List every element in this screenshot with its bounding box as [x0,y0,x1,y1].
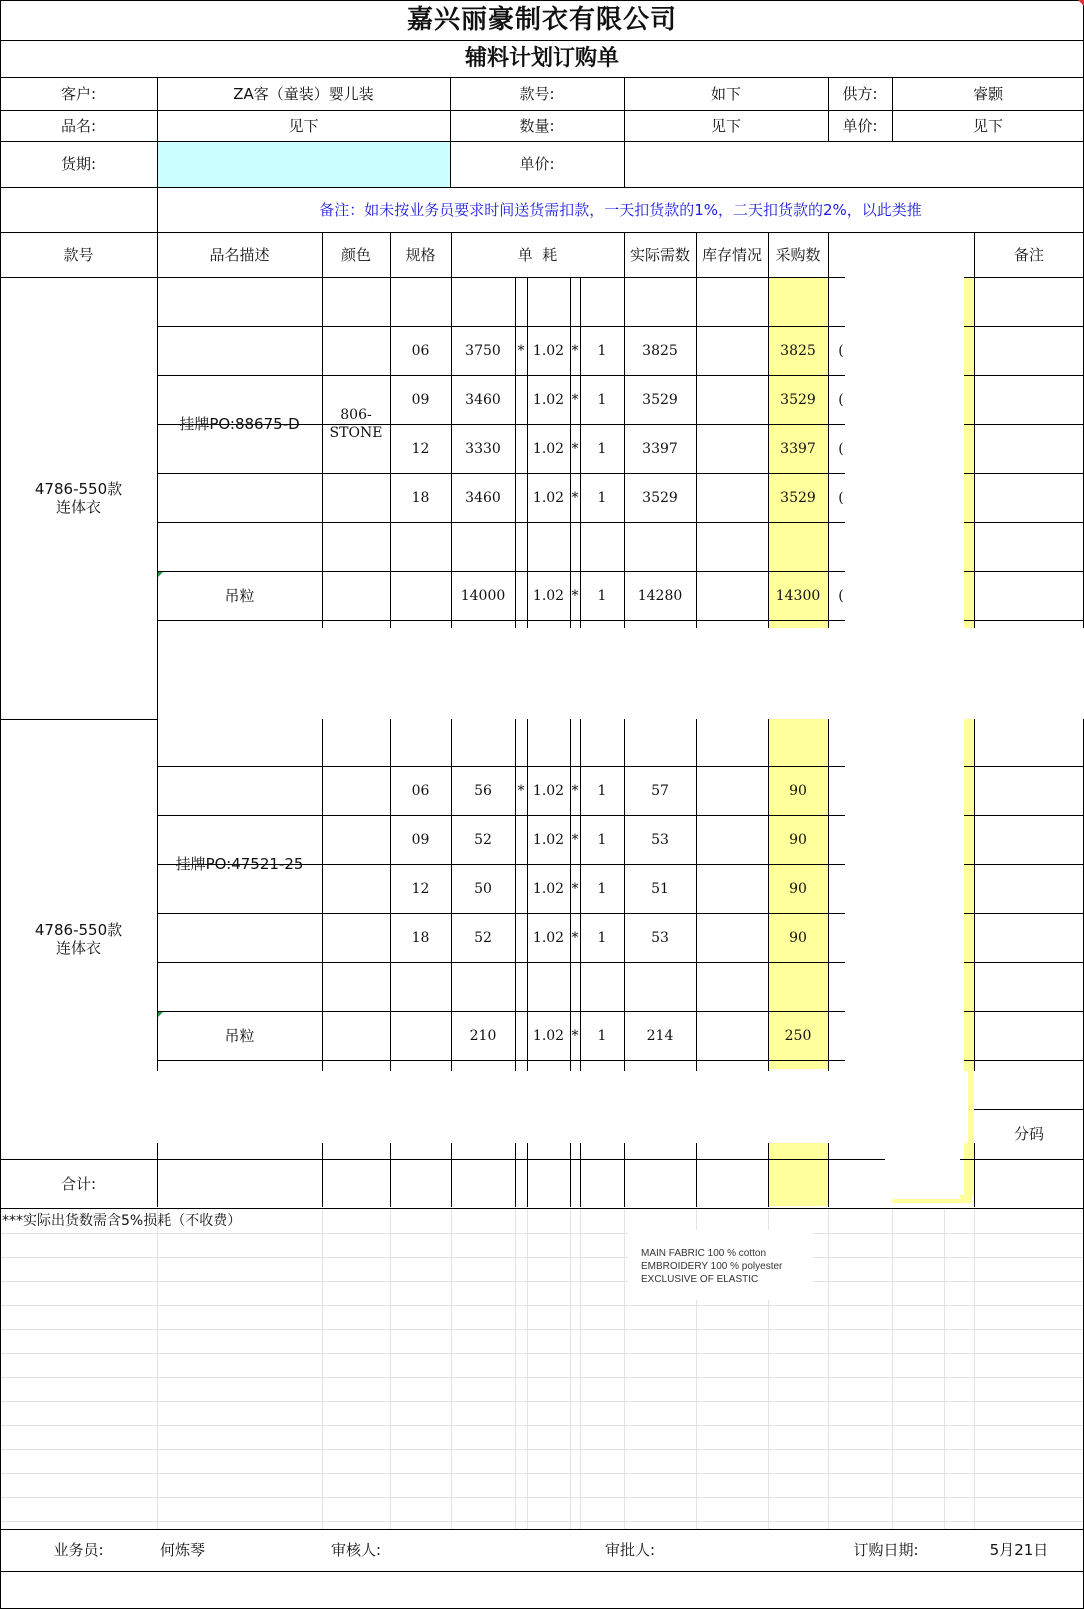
grid-line [0,1521,1084,1522]
group2-pin-need: 214 [646,1027,674,1044]
col-header-note: 备注 [1013,245,1044,264]
delivery-label: 货期: [60,155,97,173]
group2-pin-qty: 210 [469,1027,497,1044]
row-purchase-cell[interactable]: 90 [789,929,807,946]
row-factor-cell: 1.02 [532,391,565,408]
row-qty-cell: 56 [474,782,492,799]
customer-label: 客户: [60,84,97,103]
v-line [390,1143,391,1207]
row-qty-cell: 52 [474,929,492,946]
grid-line [0,1353,1084,1354]
grid-line [527,1208,528,1529]
row-star2-cell: * [571,489,579,506]
clerk-label: 业务员: [53,1541,104,1559]
row-trail-cell: ( [838,391,844,408]
grid-line [0,1401,1084,1402]
row-purchase-cell[interactable]: 3529 [780,489,816,506]
row-star1-cell: * [517,782,525,799]
quantity-label: 数量: [519,116,555,135]
row-qty-cell: 3330 [465,440,501,457]
supplier-label: 供方: [842,84,878,103]
grid-line [0,1497,1084,1498]
row-trail-cell [836,815,846,864]
h-line [0,1571,1084,1572]
v-line [515,1143,516,1207]
row-factor-cell: 1.02 [532,782,565,799]
row-purchase-cell[interactable]: 3397 [780,440,816,457]
grid-line [0,1233,1084,1234]
document-title: 辅料计划订购单 [464,45,619,71]
group1-style-no: 4786-550款 连体衣 [34,480,123,516]
row-qty-cell: 3750 [465,342,501,359]
row-need-cell: 3529 [642,489,678,506]
v-line [828,232,829,277]
row-star2-cell: * [571,880,579,897]
row-star1-cell [515,375,527,424]
row-need-cell: 53 [651,929,669,946]
v-line [768,1143,769,1207]
group2-pin-item: 吊粒 [224,1026,255,1045]
row-factor-cell: 1.02 [532,489,565,506]
v-line [580,1143,581,1207]
grid-line [0,1425,1084,1426]
v-line [451,1143,452,1207]
row-qty-cell: 52 [474,831,492,848]
style-label: 款号: [519,84,555,103]
grid-line [974,1208,975,1529]
row-qty-cell: 3460 [465,391,501,408]
remark-text: 备注：如未按业务员要求时间送货需扣款，一天扣货款的1%，二天扣货款的2%，以此类推 [319,200,922,219]
mask-lower-right-2 [885,1109,960,1199]
row-star1-cell [515,815,527,864]
row-mult-cell: 1 [597,489,607,506]
v-line [696,719,697,1071]
row-mult-cell: 1 [597,929,607,946]
row-mult-cell: 1 [597,342,607,359]
grid-line [624,1208,625,1529]
col-header-style: 款号 [63,245,94,264]
v-line [570,1143,571,1207]
v-line [157,1143,158,1207]
v-line [974,719,975,1071]
v-line [696,277,697,629]
row-purchase-cell[interactable]: 90 [789,782,807,799]
grid-line [580,1208,581,1529]
row-size-cell: 09 [411,391,430,408]
row-trail-cell: ( [838,489,844,506]
grid-line [157,1208,158,1529]
loss-footnote: ***实际出货数需含5%损耗（不收费） [2,1213,242,1229]
group1-pin-item: 吊粒 [224,586,255,605]
group1-pin-factor: 1.02 [532,587,565,604]
mask-lower-right [845,719,964,1109]
grid-line [515,1208,516,1529]
group2-pin-factor: 1.02 [532,1027,565,1044]
row-purchase-cell[interactable]: 3529 [780,391,816,408]
row-size-cell: 12 [411,440,430,457]
row-mult-cell: 1 [597,391,607,408]
grid-line [390,1208,391,1529]
mask-middle [158,628,1084,719]
col-header-color: 颜色 [340,245,371,264]
grid-line [828,1208,829,1529]
row-purchase-cell[interactable]: 3825 [780,342,816,359]
delivery-value[interactable] [157,141,450,187]
grid-line [0,1377,1084,1378]
row-factor-cell: 1.02 [532,831,565,848]
group1-color: 806- STONE [329,407,383,441]
row-mult-cell: 1 [597,831,607,848]
row-star2-cell: * [571,440,579,457]
v-line [696,1143,697,1207]
row-need-cell: 3397 [642,440,678,457]
row-star1-cell [515,424,527,473]
product-label: 品名: [60,116,97,135]
row-star2-cell: * [571,831,579,848]
order-date-label: 订购日期: [853,1541,919,1559]
row-need-cell: 3529 [642,391,678,408]
row-factor-cell: 1.02 [532,880,565,897]
row-qty-cell: 3460 [465,489,501,506]
quantity-value: 见下 [710,116,741,135]
row-size-cell: 06 [411,782,430,799]
group1-pin-trail: ( [838,587,844,604]
grid-line [944,1208,945,1529]
unit-price-value: 见下 [972,116,1003,135]
group2-pin-star: * [571,1027,579,1044]
grid-line [322,1208,323,1529]
yellow-strip-right [964,277,974,1197]
v-line [322,1143,323,1207]
v-line [828,277,829,629]
row-star1-cell: * [517,342,525,359]
row-star1-cell [515,913,527,962]
grid-line [892,1208,893,1529]
grid-line [570,1208,571,1529]
grid-line [0,1305,1084,1306]
col-header-size: 规格 [405,245,436,264]
clerk-value: 何炼琴 [160,1541,206,1559]
v-line [974,277,975,629]
row-size-cell: 06 [411,342,430,359]
group2-item: 挂牌PO:47521-25 [175,855,304,873]
row-trail-cell: ( [838,440,844,457]
unit-price-label: 单价: [842,116,878,135]
style-value: 如下 [710,84,741,103]
group1-pin-star: * [571,587,579,604]
grid-line [0,1329,1084,1330]
row-mult-cell: 1 [597,880,607,897]
row-star2-cell: * [571,782,579,799]
group1-pin-qty: 14000 [460,587,506,604]
row-size-cell: 18 [411,489,430,506]
grid-line [451,1208,452,1529]
v-line [527,1143,528,1207]
row-purchase-cell[interactable]: 90 [789,831,807,848]
row-factor-cell: 1.02 [532,342,565,359]
row-need-cell: 53 [651,831,669,848]
row-need-cell: 57 [651,782,669,799]
row-star1-cell [515,864,527,913]
row-mult-cell: 1 [597,440,607,457]
group2-pin-mult: 1 [597,1027,607,1044]
row-purchase-cell[interactable]: 90 [789,880,807,897]
total-label: 合计: [60,1174,97,1193]
row-factor-cell: 1.02 [532,929,565,946]
grid-line [0,1473,1084,1474]
row-star2-cell: * [571,342,579,359]
row-star2-cell: * [571,391,579,408]
group1-pin-mult: 1 [597,587,607,604]
col-header-stock: 库存情况 [701,245,762,264]
col-header-desc: 品名描述 [209,245,270,264]
col-header-consumption: 单 耗 [517,245,558,264]
row-size-cell: 09 [411,831,430,848]
grid-line [0,1449,1084,1450]
col-header-purchase: 采购数 [775,245,821,264]
mask-right-top [845,234,964,634]
group1-item: 挂牌PO:88675-D [179,415,300,433]
v-line [828,1143,829,1207]
fabric-composition: MAIN FABRIC 100 % cotton EMBROIDERY 100 % polyester EXCLUSIVE OF ELASTIC [641,1248,783,1285]
approver-label: 审批人: [604,1541,656,1559]
row-size-cell: 18 [411,929,430,946]
grid-line [0,1257,1084,1258]
size-split-label: 分码 [1013,1125,1044,1143]
group1-pin-need: 14280 [637,587,683,604]
group2-pin-purchase[interactable]: 250 [784,1027,812,1044]
company-title: 嘉兴丽豪制衣有限公司 [406,5,677,35]
row-trail-cell [836,766,846,815]
grid-line [0,1281,1084,1282]
mask-lower-band [158,1071,968,1143]
product-value: 见下 [288,116,319,135]
supplier-value: 睿颢 [972,84,1003,103]
reviewer-label: 审核人: [330,1541,382,1559]
row-star2-cell: * [571,929,579,946]
order-date-value: 5月21日 [989,1541,1049,1559]
v-line [624,1143,625,1207]
unit-price-label-2: 单价: [519,155,555,173]
row-need-cell: 3825 [642,342,678,359]
h-line [974,1159,1084,1160]
row-trail-cell [836,864,846,913]
group1-pin-purchase[interactable]: 14300 [775,587,821,604]
row-need-cell: 51 [651,880,669,897]
purchase-column-fill-3 [768,1143,828,1206]
customer-value: ZA客（童装）婴儿装 [233,84,374,103]
row-qty-cell: 50 [474,880,492,897]
row-mult-cell: 1 [597,782,607,799]
row-star1-cell [515,473,527,522]
v-line [322,719,323,1071]
group2-style-no: 4786-550款 连体衣 [34,921,123,957]
v-line [828,719,829,1071]
row-size-cell: 12 [411,880,430,897]
col-header-need: 实际需数 [629,245,690,264]
row-trail-cell: ( [838,342,844,359]
row-trail-cell [836,913,846,962]
row-factor-cell: 1.02 [532,440,565,457]
